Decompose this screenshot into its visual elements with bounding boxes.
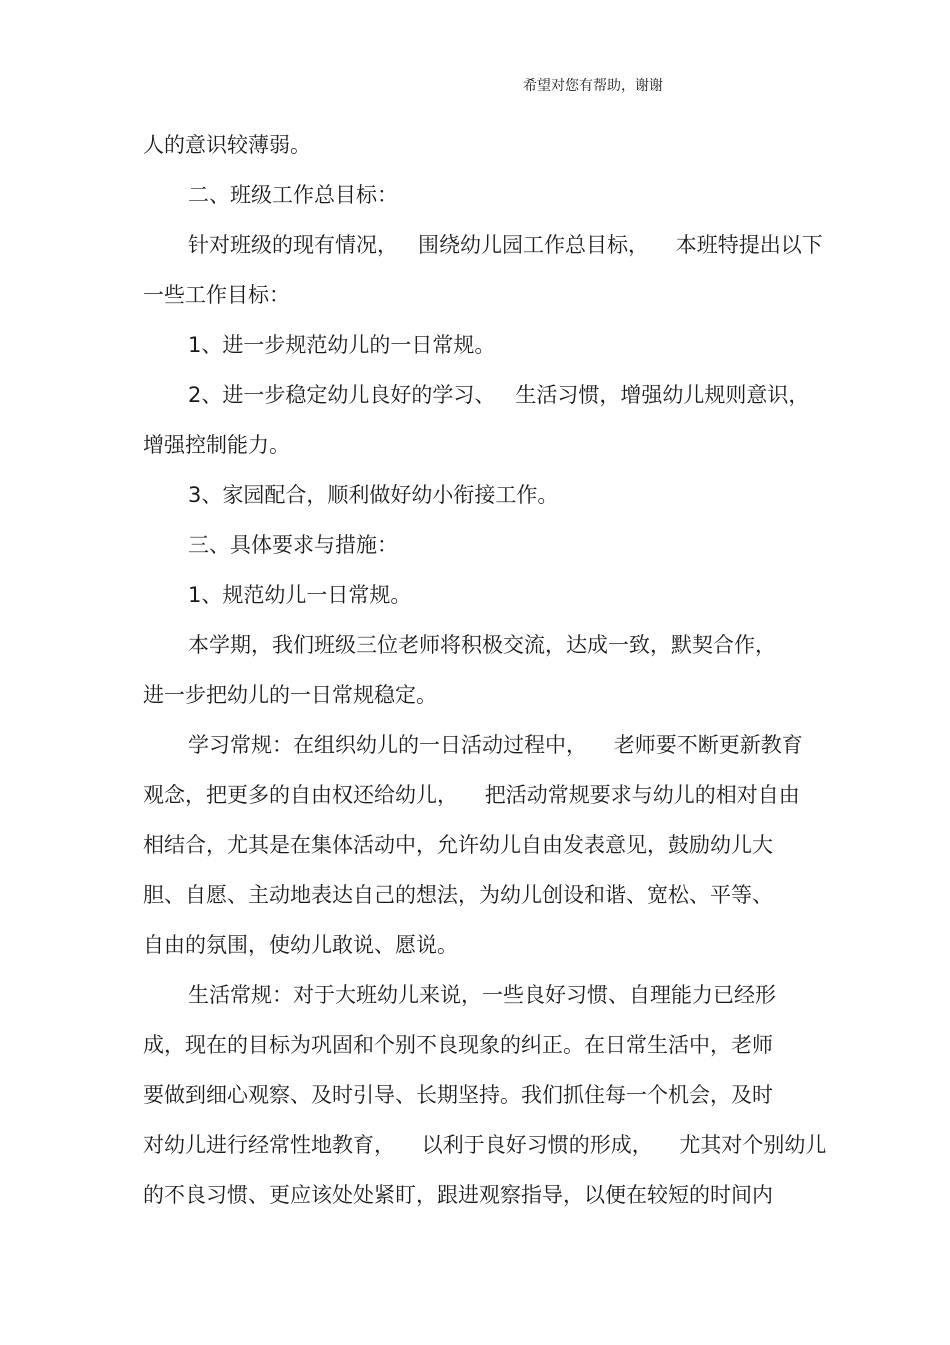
- text-line: 进一步把幼儿的一日常规稳定。: [143, 683, 437, 707]
- page-header: 希望对您有帮助，谢谢: [523, 78, 663, 94]
- text-line: 相结合，尤其是在集体活动中，允许幼儿自由发表意见，鼓励幼儿大: [143, 833, 773, 857]
- text-line: 针对班级的现有情况， 围绕幼儿园工作总目标， 本班特提出以下: [188, 233, 823, 257]
- list-item: 2、进一步稳定幼儿良好的学习、 生活习惯，增强幼儿规则意识，: [188, 383, 810, 407]
- text-line: 一些工作目标：: [143, 283, 290, 307]
- text-line: 增强控制能力。: [143, 433, 290, 457]
- text-line: 人的意识较薄弱。: [143, 133, 311, 157]
- section-heading: 二、班级工作总目标：: [188, 183, 398, 207]
- text-line: 观念，把更多的自由权还给幼儿， 把活动常规要求与幼儿的相对自由: [143, 783, 800, 807]
- text-line: 要做到细心观察、及时引导、长期坚持。我们抓住每一个机会，及时: [143, 1083, 773, 1107]
- section-heading: 三、具体要求与措施：: [188, 533, 398, 557]
- text-line: 自由的氛围，使幼儿敢说、愿说。: [143, 933, 458, 957]
- list-item: 1、规范幼儿一日常规。: [188, 583, 412, 607]
- text-line: 对幼儿进行经常性地教育， 以利于良好习惯的形成， 尤其对个别幼儿: [143, 1133, 827, 1157]
- text-line: 生活常规：对于大班幼儿来说，一些良好习惯、自理能力已经形: [188, 983, 776, 1007]
- text-line: 胆、自愿、主动地表达自己的想法，为幼儿创设和谐、宽松、平等、: [143, 883, 773, 907]
- text-line: 的不良习惯、更应该处处紧盯，跟进观察指导，以便在较短的时间内: [143, 1183, 773, 1207]
- text-line: 学习常规：在组织幼儿的一日活动过程中， 老师要不断更新教育: [188, 733, 803, 757]
- list-item: 1、进一步规范幼儿的一日常规。: [188, 333, 496, 357]
- text-line: 本学期，我们班级三位老师将积极交流，达成一致，默契合作，: [188, 633, 776, 657]
- list-item: 3、家园配合，顺利做好幼小衔接工作。: [188, 483, 559, 507]
- text-line: 成，现在的目标为巩固和个别不良现象的纠正。在日常生活中，老师: [143, 1033, 773, 1057]
